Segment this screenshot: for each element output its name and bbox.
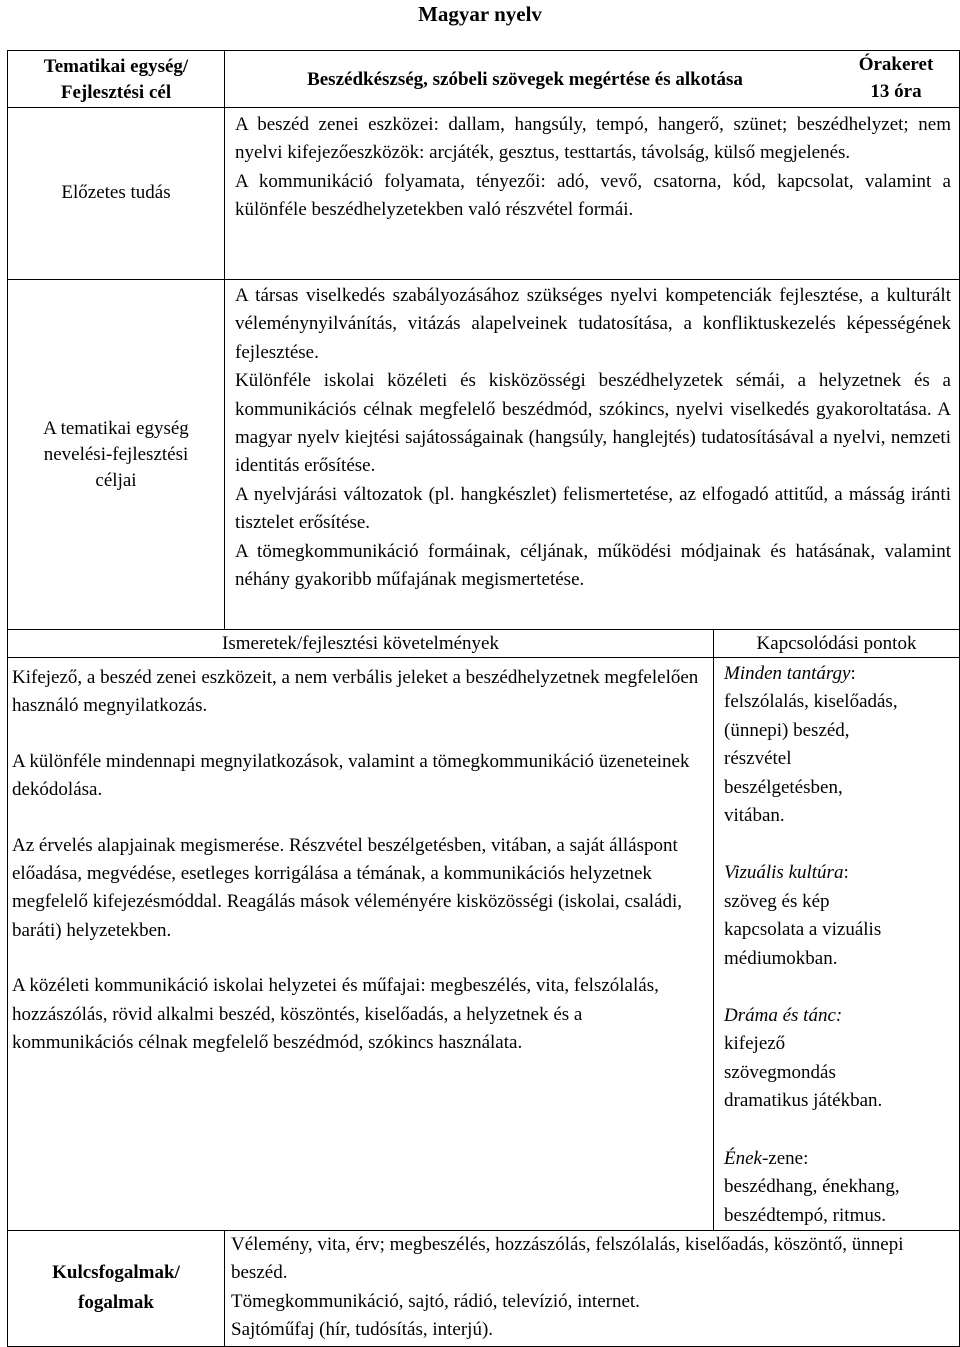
goals-label-line-2: nevelési-fejlesztési: [43, 443, 189, 465]
connection-line: beszélgetésben,: [724, 776, 843, 798]
hours-box: [833, 51, 959, 105]
requirement-paragraph: A közéleti kommunikáció iskolai helyzetei és műfajai: megbeszélés, vita, felszólalás, hozzászólás, rövid alkalmi beszéd, köszöntés, kiselőadás, a helyzetnek és a kommunikációs célnak megfelelő beszédmód, szókincs használata.: [12, 975, 659, 1054]
goals-content: [225, 280, 960, 630]
requirement-paragraph: A különféle mindennapi megnyilatkozások, valamint a tömegkommunikáció üzeneteinek dekódolása.: [12, 750, 690, 801]
goals-paragraph: A társas viselkedés szabályozásához szükséges nyelvi kompetenciák fejlesztése, a kulturált véleménynyilvánítás, vitázás alapelveinek tudatosítása, a konfliktuskezelés képességének fejlesztése.: [235, 285, 951, 363]
prior-knowledge-content: [225, 108, 960, 280]
connection-line: kapcsolata a vizuális: [724, 919, 882, 941]
topic-title: Beszédkészség, szóbeli szövegek megértése és alkotása: [307, 69, 743, 90]
key-concepts-line: Sajtóműfaj (hír, tudósítás, interjú).: [231, 1319, 494, 1341]
hours-label: Órakeret: [858, 54, 934, 75]
connection-sep: -zene:: [761, 1147, 809, 1169]
curriculum-table: [7, 50, 960, 1347]
goals-label-line-3: céljai: [95, 469, 137, 491]
connection-subject: Dráma és tánc:: [724, 1005, 843, 1027]
connection-line: kifejező: [724, 1033, 786, 1055]
connection-line: (ünnepi) beszéd,: [724, 719, 850, 741]
key-concepts-row: [8, 1230, 960, 1346]
connection-line: beszédtempó, ritmus.: [724, 1204, 886, 1226]
key-concepts-label-line-1: Kulcsfogalmak/: [52, 1262, 180, 1284]
connections-content: [714, 658, 960, 1231]
prior-knowledge-paragraph: A beszéd zenei eszközei: dallam, hangsúly, tempó, hangerő, szünet; beszédhelyzet; nem nyelvi kifejezőeszközök: arcjáték, gesztus, testtartás, távolság, külső megjelenés.: [235, 114, 951, 164]
prior-knowledge-paragraph: A kommunikáció folyamata, tényezői: adó, vevő, csatorna, kód, kapcsolat, valamint a különféle beszédhelyzetekben való részvétel formái.: [235, 170, 951, 221]
connection-item: [724, 1145, 955, 1230]
topic-label-cell: [8, 51, 225, 108]
connection-item: [724, 1002, 955, 1116]
requirement-paragraph: Az érvelés alapjainak megismerése. Részvétel beszélgetésben, vitában, a saját álláspont előadása, megvédése, esetleges korrigálása a témának, a kommunikációs helyzetnek megfelelő kifejezésmóddal. Reagálás mások véleményére kisközösségi (iskolai, családi, baráti) helyzetekben.: [12, 834, 683, 941]
prior-knowledge-row: [8, 108, 960, 280]
page-title: Magyar nyelv: [418, 2, 542, 26]
prior-knowledge-label: Előzetes tudás: [8, 108, 225, 280]
connection-line: részvétel: [724, 748, 792, 770]
topic-title-cell: [225, 51, 960, 108]
key-concepts-label-line-2: fogalmak: [78, 1292, 154, 1314]
requirement-paragraph: Kifejező, a beszéd zenei eszközeit, a nem verbális jeleket a beszédhelyzetnek megfelelően használó megnyilatkozás.: [12, 667, 699, 717]
connection-line: szöveg és kép: [724, 890, 830, 912]
requirements-row: [8, 658, 960, 1231]
connection-subject: Minden tantárgy: [724, 663, 851, 684]
goals-paragraph: A nyelvjárási változatok (pl. hangkészlet) felismertetése, az elfogadó attitűd, a másság iránti tisztelet erősítése.: [235, 483, 951, 534]
connection-line: médiumokban.: [724, 947, 838, 969]
connections-header: Kapcsolódási pontok: [714, 630, 960, 658]
connection-subject: Ének: [724, 1147, 762, 1169]
key-concepts-content: [225, 1230, 960, 1346]
requirements-header: Ismeretek/fejlesztési követelmények: [8, 630, 714, 658]
goals-label: [8, 280, 225, 630]
connection-sep: :: [843, 862, 849, 884]
key-concepts-line: Vélemény, vita, érv; megbeszélés, hozzászólás, felszólalás, kiselőadás, köszöntő, ünnepi beszéd.: [231, 1233, 904, 1284]
goals-paragraph: Különféle iskolai közéleti és kisközösségi beszédhelyzetek sémái, a helyzetnek és a kommunikációs célnak megfelelő beszédmód, szókincs, nyelvi viselkedés gyakoroltatása. A magyar nyelv kiejtési sajátosságainak (hangsúly, hanglejtés) tudatosításával a nyelvi, nemzeti identitás erősítése.: [235, 370, 951, 477]
connection-sep: :: [850, 663, 856, 684]
connection-line: beszédhang, énekhang,: [724, 1176, 900, 1198]
connection-line: vitában.: [724, 805, 785, 827]
connection-subject: Vizuális kultúra: [724, 862, 844, 884]
key-concepts-line: Tömegkommunikáció, sajtó, rádió, televízió, internet.: [231, 1290, 640, 1312]
connection-item: [724, 859, 955, 973]
connection-item: [724, 660, 955, 830]
key-concepts-label: [8, 1230, 225, 1346]
connection-line: felszólalás, kiselőadás,: [724, 691, 898, 713]
connection-line: dramatikus játékban.: [724, 1090, 883, 1112]
header-row: [8, 51, 960, 108]
requirements-content: [8, 658, 714, 1231]
goals-paragraph: A tömegkommunikáció formáinak, céljának, működési módjainak és hatásának, valamint néhány gyakoribb műfajának megismertetése.: [235, 540, 951, 591]
goals-label-line-1: A tematikai egység: [43, 417, 189, 439]
topic-label-line-2: Fejlesztési cél: [60, 82, 172, 103]
hours-value: 13 óra: [870, 81, 922, 102]
section-header-row: [8, 630, 960, 658]
topic-label-line-1: Tematikai egység/: [43, 56, 189, 77]
connection-line: szövegmondás: [724, 1061, 836, 1083]
goals-row: [8, 280, 960, 630]
